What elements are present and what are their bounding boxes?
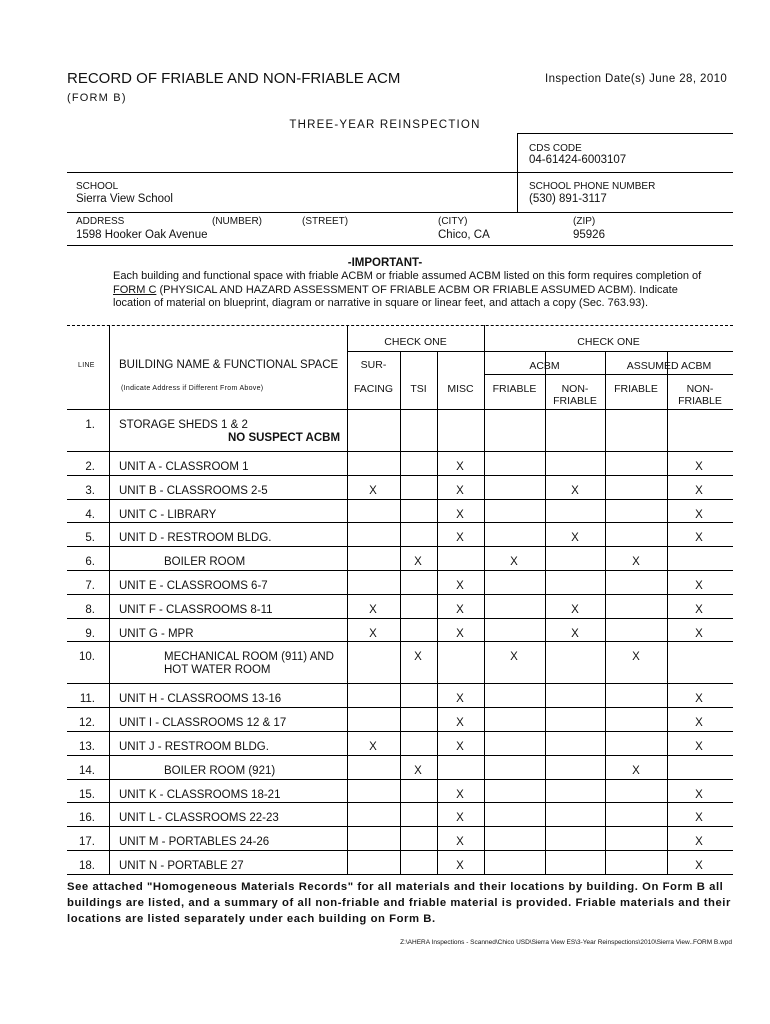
row-building-name: BOILER ROOM (164, 556, 246, 569)
check-mark: X (456, 812, 464, 825)
row-number: 18. (79, 860, 95, 872)
check-mark: X (456, 717, 464, 730)
check-mark: X (510, 556, 518, 569)
check-mark: X (695, 603, 703, 616)
school-label: SCHOOL (76, 181, 119, 192)
tsi-header: TSI (410, 383, 427, 395)
city-value: Chico, CA (438, 229, 490, 241)
check-mark: X (695, 508, 703, 521)
row-number: 12. (79, 717, 95, 730)
row-number: 1. (85, 419, 95, 431)
check-mark: X (632, 556, 640, 569)
row-number: 2. (85, 461, 95, 473)
check-mark: X (456, 788, 464, 801)
row-number: 4. (85, 508, 95, 521)
row-building-name-line2: NO SUSPECT ACBM (228, 432, 341, 444)
check-mark: X (456, 484, 464, 497)
school-value: Sierra View School (76, 193, 173, 205)
sur-header: SUR- (360, 359, 387, 371)
misc-header: MISC (447, 383, 474, 395)
row-building-name: UNIT N - PORTABLE 27 (119, 860, 244, 872)
check-mark: X (695, 693, 703, 706)
check-mark: X (695, 860, 703, 872)
row-building-name: UNIT L - CLASSROOMS 22-23 (119, 812, 279, 825)
important-text: Each building and functional space with friable ACBM or friable assumed ACBM listed on this form requires completion of FORM C (PHYSICAL AND HAZARD ASSESSMENT OF FRIABLE ACBM OR FRIABLE ASSUMED ACBM). Indicate location of material on blueprint, diagram or narrative in square or linear feet, and attach a copy (Sec. 763.93). (113, 270, 702, 309)
column-rule (437, 351, 438, 874)
check-mark: X (456, 627, 464, 640)
number-label: (NUMBER) (212, 216, 262, 227)
row-building-name: UNIT K - CLASSROOMS 18-21 (119, 788, 281, 801)
row-building-name: BOILER ROOM (921) (164, 764, 276, 777)
check-mark: X (695, 812, 703, 825)
row-building-name: UNIT G - MPR (119, 627, 194, 640)
acbm-rule (484, 374, 733, 375)
column-rule (545, 351, 546, 874)
friable-header-1: FRIABLE (492, 383, 537, 395)
check-mark: X (695, 580, 703, 592)
address-value: 1598 Hooker Oak Avenue (76, 229, 208, 241)
footer-note: See attached "Homogeneous Materials Records" for all materials and their locations by building. On Form B all buildings are listed, and a summary of all non-friable and friable material is provided. Friable materials and their locations are listed separately under each building on Form B. (67, 881, 731, 925)
check-mark: X (369, 603, 377, 616)
row-building-name: UNIT J - RESTROOM BLDG. (119, 741, 269, 753)
check-mark: X (456, 603, 464, 616)
check-mark: X (414, 556, 422, 569)
row-number: 7. (85, 580, 95, 592)
rule-1 (67, 172, 733, 173)
check-one-left: CHECK ONE (384, 336, 447, 348)
check-mark: X (369, 627, 377, 640)
row-number: 5. (85, 532, 95, 545)
check-mark: X (695, 717, 703, 730)
row-building-name: MECHANICAL ROOM (911) AND (164, 651, 334, 664)
check-mark: X (695, 532, 703, 545)
check-mark: X (695, 627, 703, 640)
check-mark: X (571, 532, 579, 545)
indicate-note: (Indicate Address if Different From Above) (121, 385, 264, 392)
zip-value: 95926 (573, 229, 605, 241)
cds-code-label: CDS CODE (529, 143, 582, 154)
line-header: LINE (78, 362, 95, 369)
facing-header: FACING (353, 383, 394, 395)
phone-value: (530) 891-3117 (529, 193, 607, 205)
check-mark: X (369, 741, 377, 753)
row-building-name: UNIT C - LIBRARY (119, 508, 217, 521)
file-path: Z:\AHERA Inspections - Scanned\Chico USD\Sierra View ES\3-Year Reinspections\2010\Sierra View..FORM B.wpd (400, 939, 732, 946)
city-label: (CITY) (438, 216, 468, 227)
form-subtitle: THREE-YEAR REINSPECTION (289, 119, 481, 131)
zip-label: (ZIP) (573, 216, 596, 227)
row-number: 9. (85, 627, 95, 640)
check-mark: X (456, 693, 464, 706)
row-building-name: UNIT B - CLASSROOMS 2-5 (119, 484, 268, 497)
street-label: (STREET) (302, 216, 349, 227)
row-building-name-line2: HOT WATER ROOM (164, 664, 271, 677)
row-number: 14. (79, 764, 95, 777)
check-mark: X (456, 532, 464, 545)
check-mark: X (456, 580, 464, 592)
check-mark: X (456, 741, 464, 753)
rule-2 (67, 212, 733, 213)
form-title: RECORD OF FRIABLE AND NON-FRIABLE ACM (67, 70, 401, 87)
check-mark: X (456, 461, 464, 473)
check-mark: X (571, 484, 579, 497)
row-number: 13. (79, 741, 95, 753)
important-heading: -IMPORTANT- (347, 257, 423, 269)
cds-code-value: 04-61424-6003107 (529, 154, 627, 166)
row-number: 15. (79, 788, 95, 801)
table-top-rule (67, 325, 733, 326)
column-rule (667, 351, 668, 874)
check-mark: X (695, 788, 703, 801)
check-mark: X (632, 764, 640, 777)
check-mark: X (456, 860, 464, 872)
check-mark: X (510, 651, 518, 664)
acbm-header: ACBM (529, 360, 560, 372)
row-building-name: UNIT F - CLASSROOMS 8-11 (119, 603, 273, 616)
check-mark: X (456, 508, 464, 521)
row-building-name: UNIT H - CLASSROOMS 13-16 (119, 693, 282, 706)
check-mark: X (414, 764, 422, 777)
phone-label: SCHOOL PHONE NUMBER (529, 181, 656, 192)
address-label: ADDRESS (76, 216, 125, 227)
friable-header-4: FRIABLE (678, 395, 722, 407)
check-one-rule (347, 351, 733, 352)
check-mark: X (695, 461, 703, 473)
check-mark: X (456, 836, 464, 849)
check-mark: X (369, 484, 377, 497)
row-number: 11. (79, 693, 95, 706)
check-mark: X (571, 603, 579, 616)
friable-header-3: FRIABLE (614, 383, 658, 395)
check-one-right: CHECK ONE (577, 336, 640, 348)
right-divider (517, 133, 518, 213)
cds-box-top (517, 133, 733, 134)
check-mark: X (695, 484, 703, 497)
check-mark: X (632, 651, 640, 664)
check-mark: X (571, 627, 579, 640)
assumed-acbm-header: ASSUMED ACBM (626, 360, 712, 372)
row-number: 16. (79, 812, 95, 825)
non-header-1: NON- (561, 383, 589, 395)
row-number: 8. (85, 603, 95, 616)
check-mark: X (414, 651, 422, 664)
row-building-name: UNIT A - CLASSROOM 1 (119, 461, 249, 473)
check-mark: X (695, 741, 703, 753)
row-building-name: UNIT D - RESTROOM BLDG. (119, 532, 272, 545)
form-c-reference: FORM C (113, 283, 157, 296)
rule-3 (67, 245, 733, 246)
row-building-name: UNIT M - PORTABLES 24-26 (119, 836, 270, 849)
column-rule (605, 351, 606, 874)
row-building-name: UNIT I - CLASSROOMS 12 & 17 (119, 717, 287, 730)
form-label: (FORM B) (67, 92, 127, 104)
row-number: 3. (85, 484, 95, 497)
row-number: 6. (85, 556, 95, 569)
inspection-date: Inspection Date(s) June 28, 2010 (545, 73, 728, 85)
column-rule (484, 325, 485, 874)
column-rule (347, 325, 348, 874)
friable-header-2: FRIABLE (553, 395, 597, 407)
row-number: 10. (79, 651, 95, 664)
row-rule (67, 874, 733, 875)
line-column-rule (109, 325, 110, 874)
check-mark: X (695, 836, 703, 849)
row-building-name: UNIT E - CLASSROOMS 6-7 (119, 580, 268, 592)
row-building-name: STORAGE SHEDS 1 & 2 (119, 419, 248, 431)
building-header: BUILDING NAME & FUNCTIONAL SPACE (119, 359, 339, 371)
non-header-2: NON- (686, 383, 714, 395)
row-number: 17. (79, 836, 95, 849)
column-rule (400, 351, 401, 874)
